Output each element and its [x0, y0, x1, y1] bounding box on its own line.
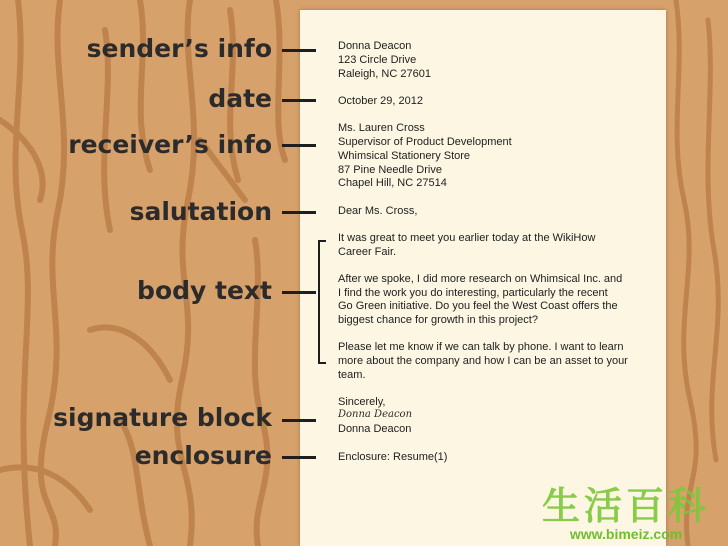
sender-street: 123 Circle Drive: [338, 54, 417, 66]
connector-signature-block: [282, 419, 316, 422]
salutation-line: Dear Ms. Cross,: [338, 205, 418, 217]
body-p2-line3: Go Green initiative. Do you feel the West Coast offers the: [338, 300, 618, 312]
label-body-text: body text: [137, 276, 272, 305]
body-p2-line1: After we spoke, I did more research on Whimsical Inc. and: [338, 273, 623, 285]
body-p2-line2: I find the work you do interesting, particularly the recent: [338, 287, 608, 299]
connector-salutation: [282, 211, 316, 214]
closing-line: Sincerely,: [338, 396, 386, 408]
sender-city: Raleigh, NC 27601: [338, 68, 431, 80]
body-p3-line1: Please let me know if we can talk by phone. I want to learn: [338, 341, 624, 353]
watermark-logo: [528, 486, 724, 542]
sender-name: Donna Deacon: [338, 40, 412, 52]
signed-name: Donna Deacon: [338, 423, 412, 435]
label-receivers-info: receiver’s info: [68, 130, 272, 159]
connector-senders-info: [282, 49, 316, 52]
body-p2-line4: biggest chance for growth in this project?: [338, 314, 538, 326]
watermark-chars: 生活百科: [541, 484, 710, 528]
body-p3-line3: team.: [338, 369, 366, 381]
handwritten-signature: Donna Deacon: [338, 409, 413, 420]
receiver-name: Ms. Lauren Cross: [338, 122, 425, 134]
label-salutation: salutation: [129, 197, 272, 226]
label-signature-block: signature block: [53, 403, 272, 432]
body-p3-line2: more about the company and how I can be an asset to your: [338, 355, 628, 367]
receiver-city: Chapel Hill, NC 27514: [338, 177, 447, 189]
label-enclosure: enclosure: [134, 441, 272, 470]
label-senders-info: sender’s info: [86, 34, 272, 63]
connector-body-text: [282, 291, 316, 294]
watermark-url: www.bimeiz.com: [569, 526, 683, 542]
body-text-bracket: [318, 240, 326, 364]
body-p1-line2: Career Fair.: [338, 246, 397, 258]
enclosure-line: Enclosure: Resume(1): [338, 451, 448, 463]
receiver-street: 87 Pine Needle Drive: [338, 164, 442, 176]
body-p1-line1: It was great to meet you earlier today at the WikiHow: [338, 232, 596, 244]
connector-enclosure: [282, 456, 316, 459]
connector-date: [282, 99, 316, 102]
receiver-company: Whimsical Stationery Store: [338, 150, 471, 162]
connector-receivers-info: [282, 144, 316, 147]
letter-date: October 29, 2012: [338, 95, 424, 107]
receiver-title: Supervisor of Product Development: [338, 136, 512, 148]
label-date: date: [208, 84, 272, 113]
